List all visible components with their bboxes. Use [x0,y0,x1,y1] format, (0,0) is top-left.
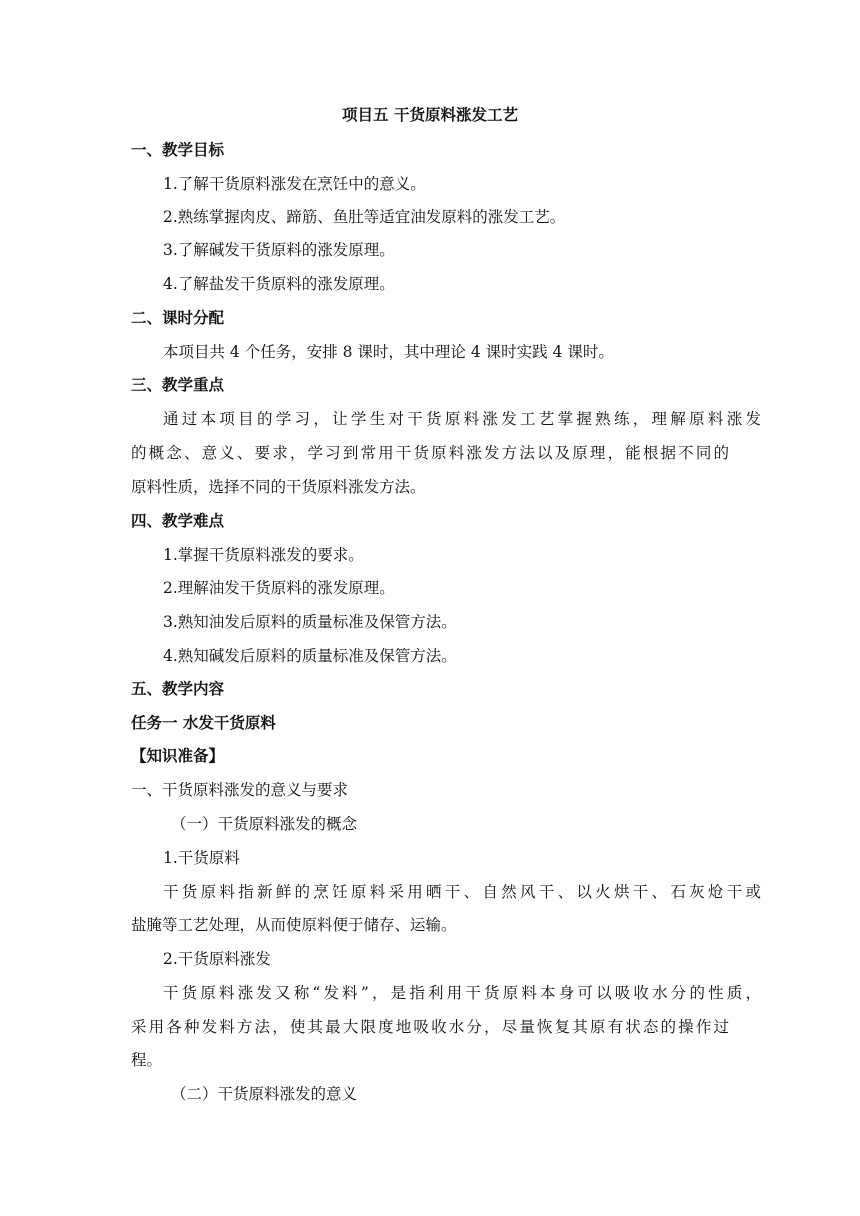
task-heading: 任务一 水发干货原料 [131,714,276,732]
objective-item: 2.熟练掌握肉皮、蹄筋、鱼肚等适宜油发原料的涨发工艺。 [163,208,566,226]
difficulty-item: 3.熟知油发后原料的质量标准及保管方法。 [163,613,457,631]
section-heading-content: 五、教学内容 [131,680,225,698]
section-heading-hours: 二、课时分配 [131,309,225,327]
item-heading: 2.干货原料涨发 [163,950,271,968]
paragraph-line: 采用各种发料方法，使其最大限度地吸收水分，尽量恢复其原有状态的操作过 [131,1018,729,1036]
section-heading-difficulties: 四、教学难点 [131,512,225,530]
difficulty-item: 4.熟知碱发后原料的质量标准及保管方法。 [163,647,457,665]
paragraph-line: 程。 [131,1051,163,1069]
section-heading-key-points: 三、教学重点 [131,376,225,394]
hours-text: 本项目共 4 个任务，安排 8 课时，其中理论 4 课时实践 4 课时。 [163,343,614,361]
paragraph-line: 干货原料涨发又称“发料”，是指利用干货原料本身可以吸收水分的性质， [163,984,761,1002]
item-heading: 1.干货原料 [163,849,240,867]
objective-item: 1.了解干货原料涨发在烹饪中的意义。 [163,175,426,193]
subsection-heading: （一）干货原料涨发的概念 [171,815,358,833]
objective-item: 4.了解盐发干货原料的涨发原理。 [163,275,395,293]
objective-item: 3.了解碱发干货原料的涨发原理。 [163,241,395,259]
paragraph-line: 盐腌等工艺处理，从而使原料便于储存、运输。 [131,916,457,934]
difficulty-item: 2.理解油发干货原料的涨发原理。 [163,579,395,597]
section-heading-objectives: 一、教学目标 [131,141,225,159]
subsection-heading: （二）干货原料涨发的意义 [171,1085,358,1103]
key-points-line: 通过本项目的学习，让学生对干货原料涨发工艺掌握熟练，理解原料涨发 [163,410,761,428]
difficulty-item: 1.掌握干货原料涨发的要求。 [163,546,364,564]
knowledge-heading: 【知识准备】 [131,747,225,765]
paragraph-line: 干货原料指新鲜的烹饪原料采用晒干、自然风干、以火烘干、石灰炝干或 [163,883,761,901]
key-points-line: 原料性质，选择不同的干货原料涨发方法。 [131,478,426,496]
key-points-line: 的概念、意义、要求，学习到常用干货原料涨发方法以及原理，能根据不同的 [131,444,729,462]
part-heading: 一、干货原料涨发的意义与要求 [131,781,349,799]
page-title: 项目五 干货原料涨发工艺 [342,106,518,124]
